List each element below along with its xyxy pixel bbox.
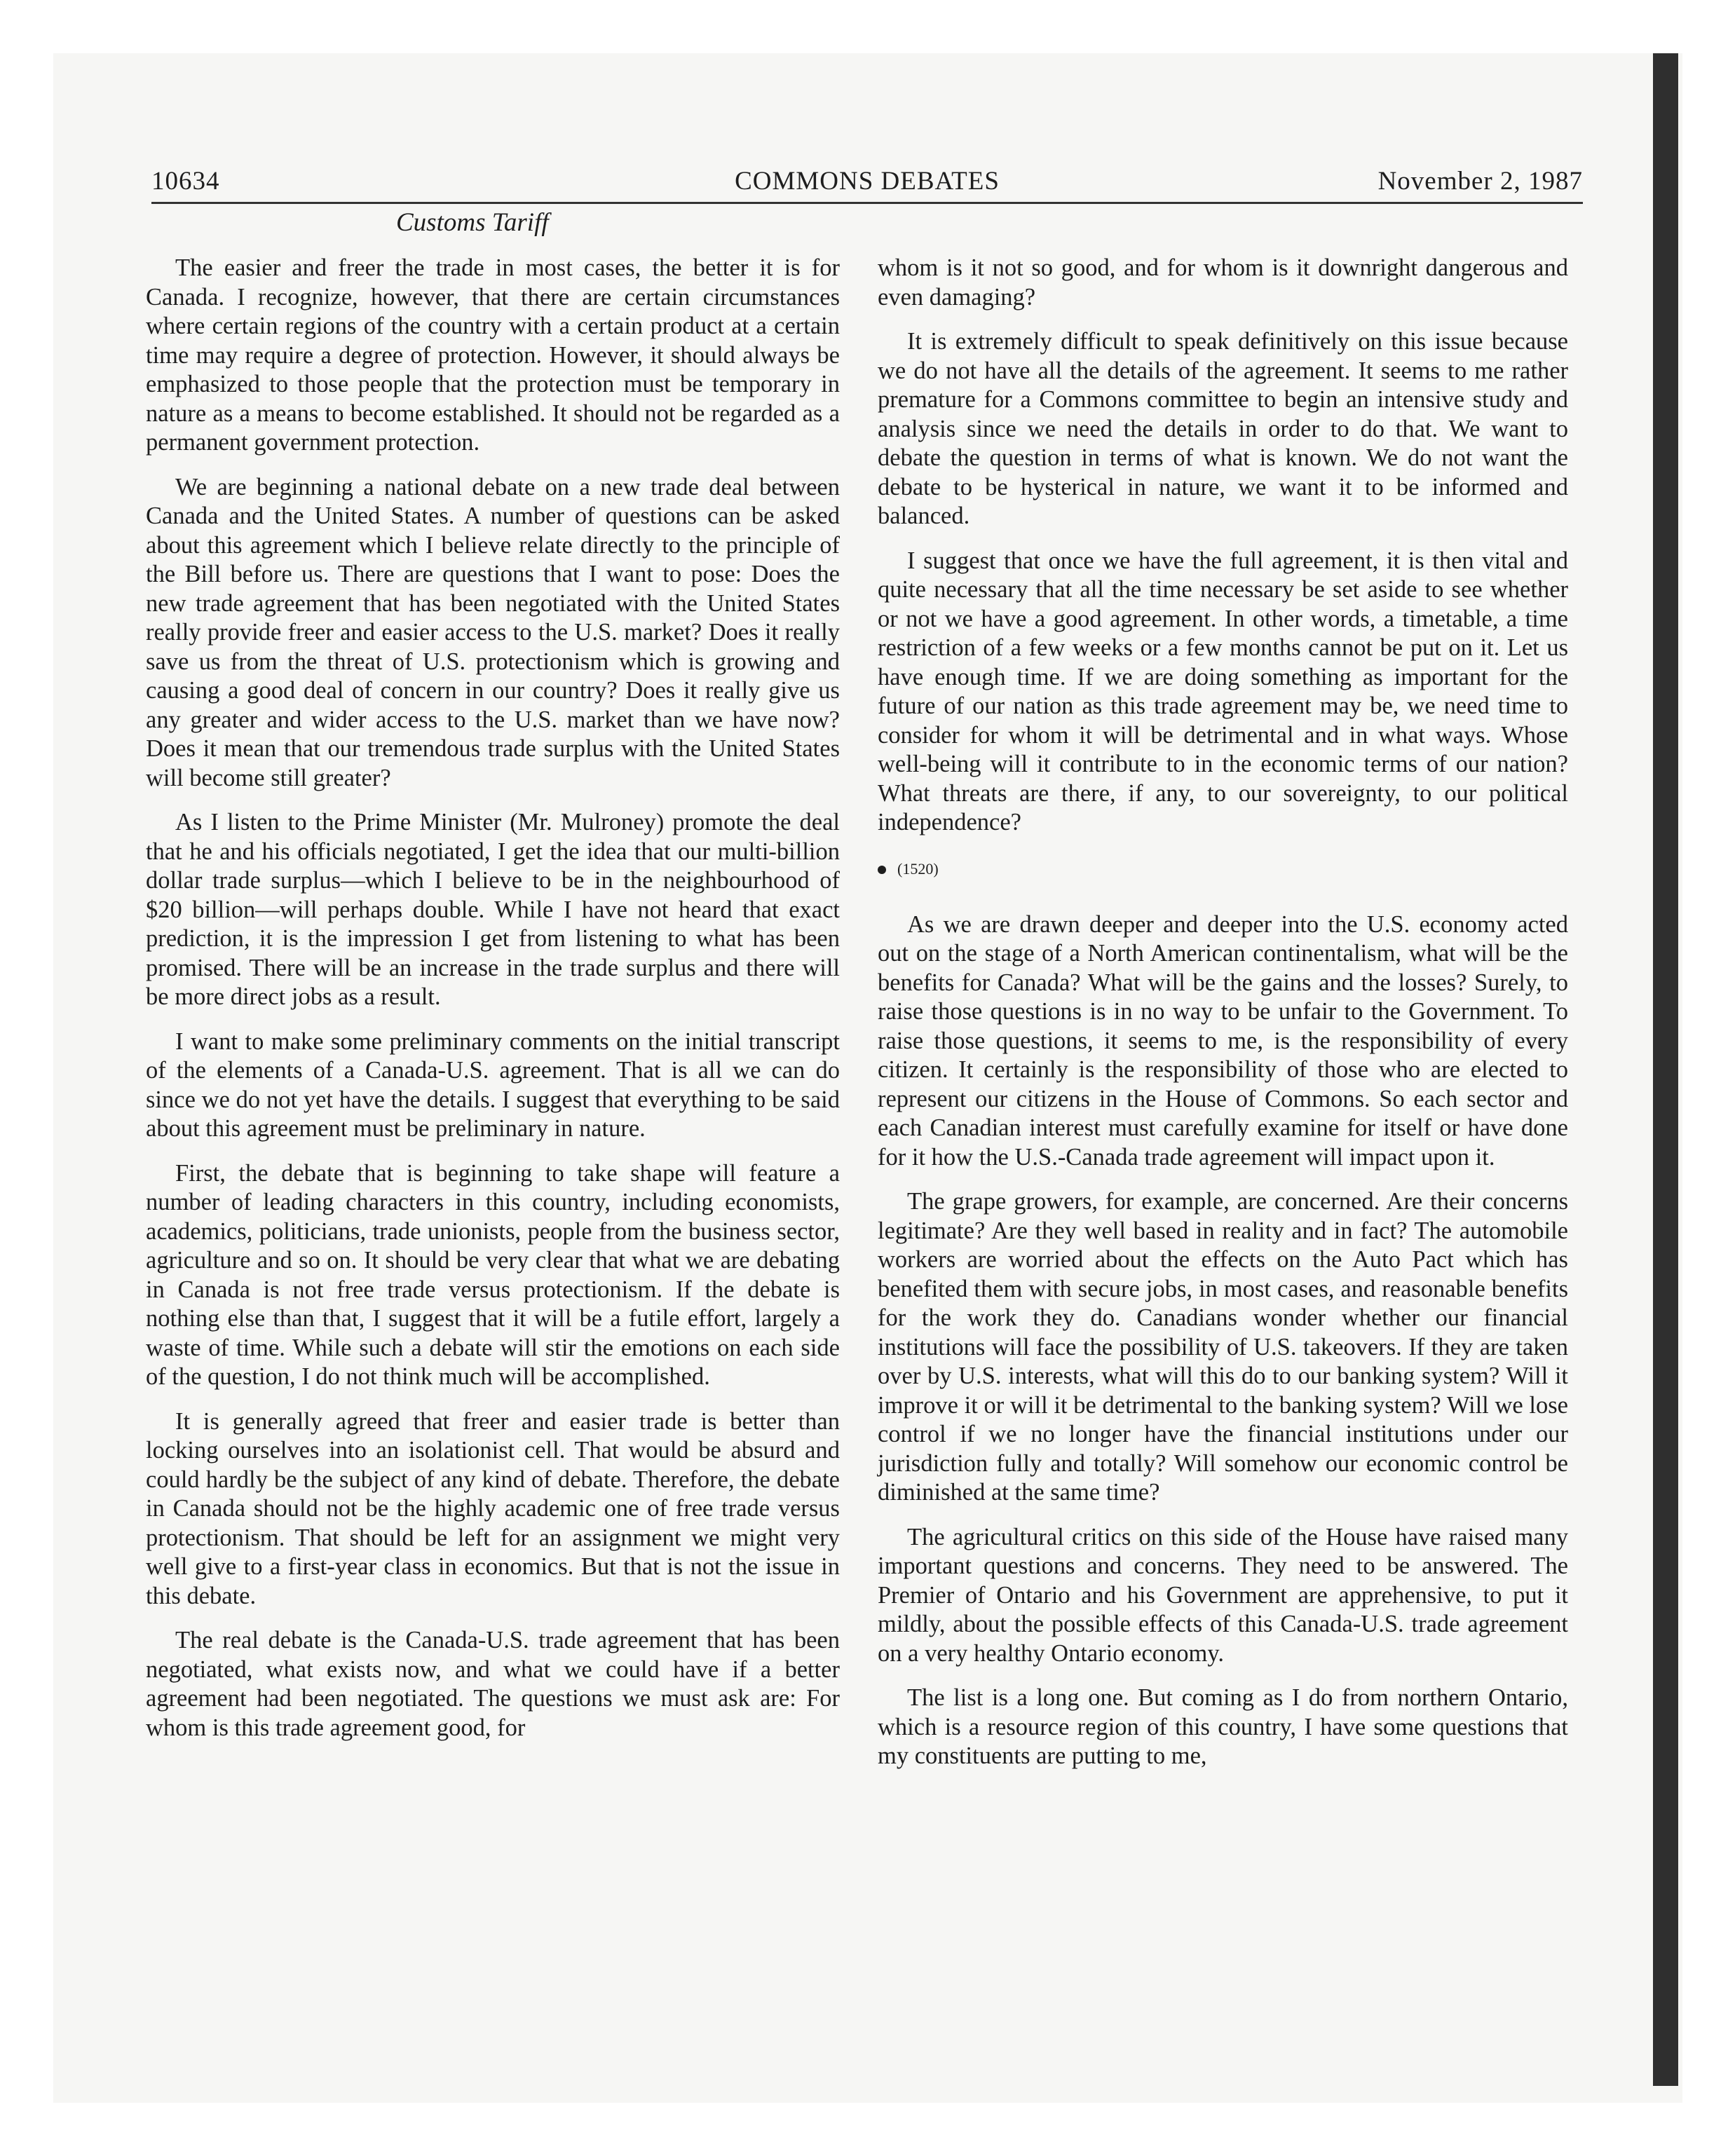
- paragraph: As we are drawn deeper and deeper into the U.S. economy acted out on the stage of a North American continentalism, what will be the benefits for Canada? What will be the gains and the losses? Surely, to raise those questions is in no way to be unfair to the Government. To raise those questions, it seems to me, is the responsibility of every citizen. It certainly is the responsibility of those who are elected to represent our citizens in the House of Commons. So each sector and each Canadian interest must carefully examine for itself or have done for it how the U.S.-Canada trade agreement will impact upon it.: [878, 910, 1568, 1171]
- page-number: 10634: [151, 167, 220, 196]
- paragraph: I want to make some preliminary comments on the initial transcript of the elements of a Canada-U.S. agreement. That is all we can do since we do not yet have the details. I suggest that everything to be said about this agreement must be preliminary in nature.: [146, 1028, 840, 1142]
- page-header: [151, 163, 1583, 204]
- time-marker: [878, 859, 1568, 880]
- section-subheading: Customs Tariff: [396, 208, 549, 237]
- paragraph: The real debate is the Canada-U.S. trade agreement that has been negotiated, what exists now, and what we could have if a better agreement had been negotiated. The questions we must ask are: For whom is this trade agreement good, for: [146, 1627, 840, 1741]
- publication-title: COMMONS DEBATES: [735, 167, 1000, 196]
- paragraph: whom is it not so good, and for whom is it downright dangerous and even damaging?: [878, 254, 1568, 311]
- scan-edge-shadow: [1653, 53, 1678, 2086]
- paragraph: First, the debate that is beginning to take shape will feature a number of leading characters in this country, including economists, academics, politicians, trade unionists, people from the business sector, agriculture and so on. It should be very clear that what we are debating in Canada is not free trade versus protectionism. If the debate is nothing else than that, I suggest that it will be a futile effort, largely a waste of time. While such a debate will stir the emotions on each side of the question, I do not think much will be accomplished.: [146, 1159, 840, 1390]
- paragraph: The grape growers, for example, are concerned. Are their concerns legitimate? Are they well based in reality and in fact? The automobile workers are worried about the effects on the Auto Pact which has benefited them with secure jobs, in most cases, and reasonable benefits for the work they do. Canadians wonder whether our financial institutions will face the possibility of U.S. takeovers. If they are taken over by U.S. interests, what will this do to our banking system? Will it improve it or will it be detrimental to the banking system? Will we lose control if we no longer have the financial institutions under our jurisdiction fully and totally? Will somehow our economic control be diminished at the same time?: [878, 1188, 1568, 1506]
- right-column: [878, 254, 1568, 1787]
- paragraph: The agricultural critics on this side of the House have raised many important questions and concerns. They need to be answered. The Premier of Ontario and his Government are apprehensive, to put it mildly, about the possible effects of this Canada-U.S. trade agreement on a very healthy Ontario economy.: [878, 1523, 1568, 1667]
- paragraph: It is generally agreed that freer and easier trade is better than locking ourselves into an isolationist cell. That would be absurd and could hardly be the subject of any kind of debate. Therefore, the debate in Canada should not be the highly academic one of free trade versus protectionism. That should be left for an assignment we might very well give to a first-year class in economics. But that is not the issue in this debate.: [146, 1407, 840, 1609]
- left-column: [146, 254, 840, 1758]
- paragraph: The list is a long one. But coming as I do from northern Ontario, which is a resource region of this country, I have some questions that my constituents are putting to me,: [878, 1684, 1568, 1769]
- paragraph: It is extremely difficult to speak definitively on this issue because we do not have all the details of the agreement. It seems to me rather premature for a Commons committee to begin an intensive study and analysis since we need the details in order to do that. We want to debate the question in terms of what is known. We do not want the debate to be hysterical in nature, we want it to be informed and balanced.: [878, 328, 1568, 529]
- paragraph: As I listen to the Prime Minister (Mr. Mulroney) promote the deal that he and his officials negotiated, I get the idea that our multi-billion dollar trade surplus—which I believe to be in the neighbourhood of $20 billion—will perhaps double. While I have not heard that exact prediction, it is the impression I get from listening to what has been promised. There will be an increase in the trade surplus and there will be more direct jobs as a result.: [146, 809, 840, 1010]
- paragraph: The easier and freer the trade in most cases, the better it is for Canada. I recognize, however, that there are certain circumstances where certain regions of the country with a certain product at a certain time may require a degree of protection. However, it should always be emphasized to those people that the protection must be temporary in nature as a means to become established. It should not be regarded as a permanent government protection.: [146, 254, 840, 456]
- paragraph: I suggest that once we have the full agreement, it is then vital and quite necessary that all the time necessary be set aside to see whether or not we have a good agreement. In other words, a timetable, a time restriction of a few weeks or a few months cannot be put on it. Let us have enough time. If we are doing something as important for the future of our nation as this trade agreement may be, we need time to consider for whom it will be detrimental and in what ways. Whose well-being will it contribute to in the economic terms of our nation? What threats are there, if any, to our sovereignty, to our political independence?: [878, 547, 1568, 835]
- publication-date: November 2, 1987: [1377, 167, 1583, 196]
- bullet-icon: [878, 866, 886, 874]
- paragraph: We are beginning a national debate on a new trade deal between Canada and the United States. A number of questions can be asked about this agreement which I believe relate directly to the principle of the Bill before us. There are questions that I want to pose: Does the new trade agreement that has been negotiated with the United States really provide freer and easier access to the U.S. market? Does it really save us from the threat of U.S. protectionism which is growing and causing a good deal of concern in our country? Does it really give us any greater and wider access to the U.S. market than we have now? Does it mean that our tremendous trade surplus with the United States will become still greater?: [146, 473, 840, 791]
- time-marker-label: (1520): [897, 859, 939, 878]
